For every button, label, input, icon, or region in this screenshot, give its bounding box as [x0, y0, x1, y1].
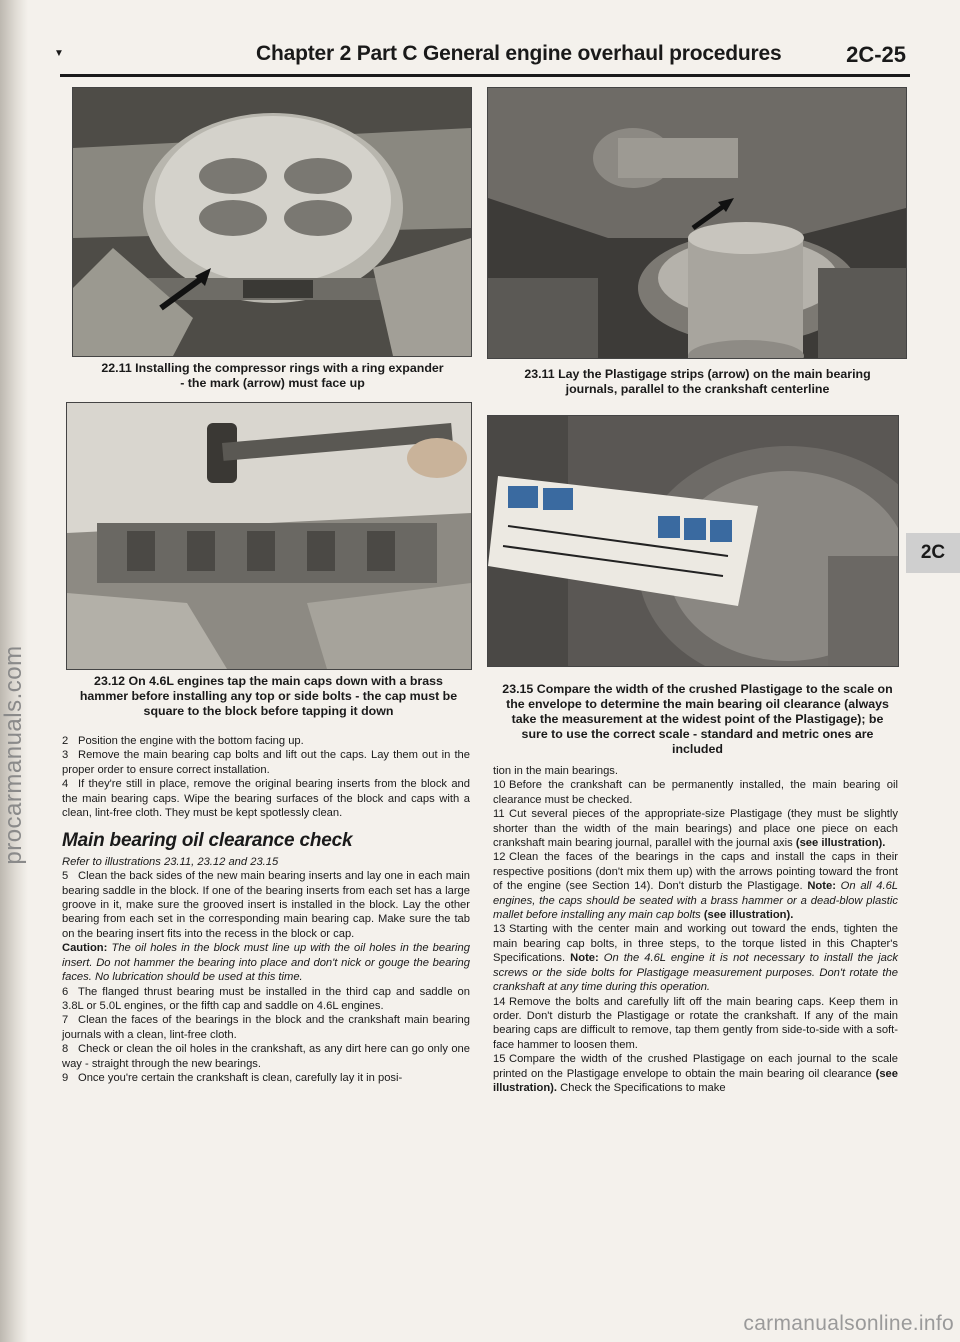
figure-caption-23-12: 23.12 On 4.6L engines tap the main caps down with a brass hammer before installing any top or side bolts - the cap must be square to the block before tapping it down	[79, 674, 458, 718]
paragraph-9-continued: tion in the main bearings.	[493, 765, 619, 777]
paragraph-9: 9 Once you're certain the crankshaft is clean, carefully lay it in posi-	[62, 1071, 403, 1084]
photo-piston-ring-expander	[72, 87, 472, 357]
paragraph-12: 12 Clean the faces of the bearings in the caps and install the caps in their respective positions (don't mix them up) with the arrows pointing toward the front of the engine (see Section 14). Don't disturb the Plastigage. Note: On all 4.6L engines, the caps should be seated with a brass hammer or a dead-blow plastic mallet before installing any main cap bolts (see illustration).	[493, 851, 899, 922]
side-watermark: procarmanuals.com	[0, 645, 27, 865]
page-number: 2C-25	[846, 42, 906, 67]
left-text-column	[62, 734, 470, 1085]
paragraph-7: 7 Clean the faces of the bearings in the block and the crankshaft main bearing journals with a clean, lint-free cloth.	[62, 1014, 470, 1041]
paragraph-6: 6 The flanged thrust bearing must be installed in the third cap and saddle on 3.8L or 5.0L engines, or the fifth cap and saddle on 4.6L engines.	[62, 985, 470, 1012]
figure-caption-23-15: 23.15 Compare the width of the crushed Plastigage to the scale on the envelope to determine the main bearing oil clearance (always take the measurement at the widest point of the Plastigage); be sure to use the correct scale - standard and metric ones are included	[502, 682, 893, 756]
caution-note: Caution: The oil holes in the block must line up with the oil holes in the bearing insert. Do not hammer the bearing into place and don't nick or gouge the bearing faces. No lubrication should be used at this time.	[62, 942, 470, 984]
paragraph-13: 13 Starting with the center main and working out toward the ends, tighten the main bearing cap bolts, in three steps, to the torque listed in this Chapter's Specifications. Note: On the 4.6L engine it is not necessary to install the jack screws or the side bolts for Plastigage measurement purposes. Don't rotate the crankshaft at any time during this operation.	[493, 923, 899, 994]
paragraph-14: 14 Remove the bolts and carefully lift off the main bearing caps. Keep them in order. Don't disturb the Plastigage or rotate the crankshaft. If any of the main bearing caps are difficult to remove, tap them gently from side-to-side with a soft-face hammer to loosen them.	[493, 995, 898, 1051]
photo-plastigage-journal	[487, 87, 907, 359]
plastigage-envelope-illustration	[488, 416, 898, 666]
piston-illustration	[73, 88, 471, 356]
chapter-title: Chapter 2 Part C General engine overhaul procedures	[256, 42, 782, 65]
photo-main-caps-hammer	[66, 402, 472, 670]
refer-note: Refer to illustrations 23.11, 23.12 and 23.15	[62, 855, 279, 868]
paragraph-3: 3 Remove the main bearing cap bolts and lift out the caps. Lay them out in the proper order to ensure correct installation.	[62, 749, 470, 776]
paragraph-10: 10 Before the crankshaft can be permanently installed, the main bearing oil clearance must be checked.	[493, 779, 898, 806]
paragraph-11: 11 Cut several pieces of the appropriate-size Plastigage (they must be slightly shorter than the width of the main bearings) and place one piece on each crankshaft main bearing journal, parallel with the journal axis (see illustration).	[493, 808, 898, 850]
chapter-tab: 2C	[906, 533, 960, 573]
footer-watermark: carmanualsonline.info	[743, 1312, 954, 1335]
paragraph-2: 2 Position the engine with the bottom facing up.	[62, 735, 304, 747]
figure-caption-22-11: 22.11 Installing the compressor rings with a ring expander - the mark (arrow) must face up	[101, 361, 444, 390]
paragraph-15: 15 Compare the width of the crushed Plastigage on each journal to the scale printed on the Plastigage envelope to obtain the main bearing oil clearance (see illustration). Check the Specifications to make	[493, 1053, 898, 1094]
photo-plastigage-scale	[487, 415, 899, 667]
section-heading: Main bearing oil clearance check	[62, 830, 353, 852]
paragraph-4: 4 If they're still in place, remove the original bearing inserts from the block and the main bearing caps. Wipe the bearing surfaces of the block and caps with a clean, lint-free cloth. They must be kept spotlessly clean.	[62, 778, 470, 820]
bullet-icon: ▼	[54, 48, 64, 59]
page-header	[54, 42, 910, 77]
right-text-column	[493, 764, 898, 1095]
crankshaft-journal-illustration	[488, 88, 906, 358]
engine-block-illustration	[67, 403, 471, 669]
paragraph-5: 5 Clean the back sides of the new main bearing inserts and lay one in each main bearing saddle in the block. If one of the bearing inserts from each set has a large groove in it, make sure the grooved insert is installed in the block. Lay the other bearing from each set in the corresponding main bearing cap. Make sure the tab on the bearing insert fits into the recess in the block or cap.	[62, 870, 470, 940]
paragraph-8: 8 Check or clean the oil holes in the crankshaft, as any dirt here can go only one way - straight through the new bearings.	[62, 1043, 470, 1070]
figure-caption-23-11: 23.11 Lay the Plastigage strips (arrow) on the main bearing journals, parallel to the crankshaft centerline	[524, 367, 871, 396]
